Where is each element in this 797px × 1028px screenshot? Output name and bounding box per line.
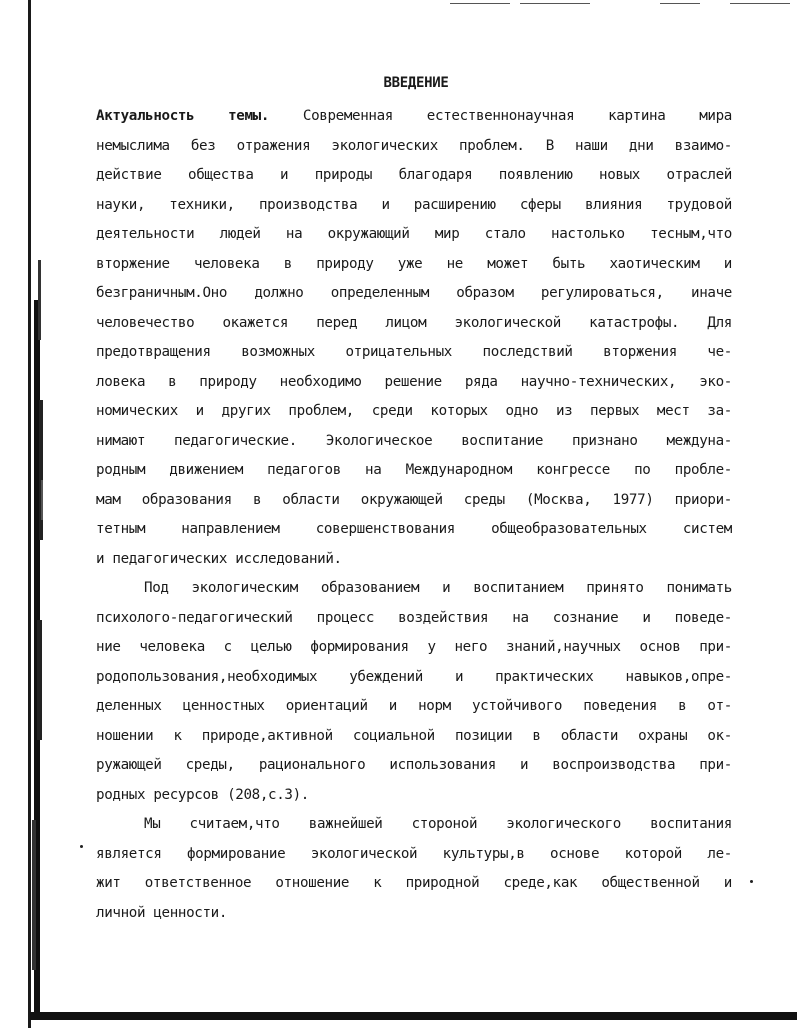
- paragraph-line: мам образования в области окружающей среды (Москва, 1977) приори-: [96, 491, 732, 508]
- line-text: Современная естественнонаучная картина мира: [302, 108, 732, 124]
- paragraph-line: психолого-педагогический процесс воздействия на сознание и поведе-: [96, 609, 732, 626]
- paragraph-line: безграничным.Оно должно определенным образом регулироваться, иначе: [96, 285, 732, 301]
- paragraph-line: человечество окажется перед лицом экологической катастрофы. Для: [96, 314, 732, 331]
- paragraph-line: вторжение человека в природу уже не может быть хаотическим и: [96, 255, 732, 272]
- paragraph-line: родных ресурсов (208,с.3).: [96, 786, 309, 803]
- paragraph-line: ношении к природе,активной социальной позиции в области охраны ок-: [96, 727, 732, 744]
- paragraph-line: деленных ценностных ориентаций и норм устойчивого поведения в от-: [96, 698, 732, 714]
- paragraph-line: деятельности людей на окружающий мир стало настолько тесным,что: [96, 226, 732, 242]
- paragraph-line: родным движением педагогов на Международном конгрессе по пробле-: [96, 462, 732, 478]
- paragraph-line: немыслима без отражения экологических проблем. В наши дни взаимо-: [96, 137, 732, 154]
- paragraph-line: ружающей среды, рационального использования и воспроизводства при-: [96, 757, 732, 773]
- scan-speck: [80, 845, 83, 848]
- paragraph-line: ловека в природу необходимо решение ряда научно-технических, эко-: [96, 373, 732, 390]
- paragraph-line: тетным направлением совершенствования общеобразовательных систем: [96, 521, 732, 537]
- paragraph-line: является формирование экологической культуры,в основе которой ле-: [96, 845, 732, 862]
- paragraph-line: жит ответственное отношение к природной среде,как общественной и: [96, 875, 732, 891]
- paragraph-line: и педагогических исследований.: [96, 550, 342, 567]
- scan-top-marks: [40, 0, 797, 10]
- paragraph-line: [96, 104, 732, 128]
- page-title: ВВЕДЕНИЕ: [383, 75, 449, 91]
- lead-phrase: Актуальность темы.: [96, 108, 270, 124]
- paragraph-line: номических и других проблем, среди которых одно из первых мест за-: [96, 403, 732, 419]
- paragraph-line: личной ценности.: [96, 904, 228, 921]
- paragraph-line: действие общества и природы благодаря появлению новых отраслей: [96, 167, 732, 183]
- paragraph-line: предотвращения возможных отрицательных последствий вторжения че-: [96, 344, 732, 360]
- paragraph-line: науки, техники, производства и расширению сферы влияния трудовой: [96, 196, 732, 213]
- scan-speck: [750, 880, 753, 883]
- scan-bottom-edge: [30, 1012, 797, 1020]
- paragraph-line: ние человека с целью формирования у него знаний,научных основ при-: [96, 639, 732, 655]
- paragraph-line: родопользования,необходимых убеждений и практических навыков,опре-: [96, 668, 732, 685]
- scan-left-edge: [28, 0, 52, 1028]
- paragraph-line: Под экологическим образованием и воспитанием принято понимать: [144, 580, 732, 596]
- paragraph-line: Мы считаем,что важнейшей стороной экологического воспитания: [144, 816, 732, 832]
- paragraph-line: нимают педагогические. Экологическое воспитание признано междуна-: [96, 432, 732, 449]
